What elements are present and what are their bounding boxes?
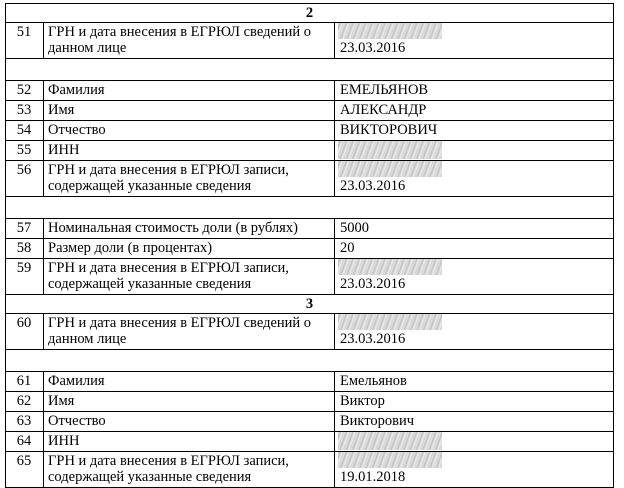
column-divider	[613, 140, 614, 160]
column-divider	[334, 218, 335, 238]
row-number: 53	[16, 102, 32, 118]
column-divider	[334, 22, 335, 58]
section-number: 2	[305, 5, 314, 21]
column-divider	[43, 218, 44, 238]
field-label: Фамилия	[48, 373, 105, 389]
column-divider	[334, 238, 335, 258]
field-value: 23.03.2016	[340, 178, 406, 194]
row-number: 65	[16, 453, 32, 469]
row-number: 54	[16, 122, 32, 138]
field-label: Отчество	[48, 122, 106, 138]
column-divider	[613, 100, 614, 120]
row-divider	[5, 160, 614, 161]
column-divider	[334, 451, 335, 487]
row-number: 51	[16, 24, 32, 40]
row-divider	[5, 80, 614, 81]
column-divider	[613, 371, 614, 391]
column-divider	[334, 431, 335, 451]
field-value: 23.03.2016	[340, 331, 406, 347]
column-divider	[613, 196, 614, 218]
column-divider	[613, 349, 614, 371]
column-divider	[334, 258, 335, 294]
column-divider	[613, 313, 614, 349]
row-divider	[5, 258, 614, 259]
row-divider	[5, 349, 614, 350]
column-divider	[613, 80, 614, 100]
column-divider	[613, 22, 614, 58]
row-divider	[5, 100, 614, 101]
field-label: Размер доли (в процентах)	[48, 240, 213, 256]
field-label: Имя	[48, 102, 75, 118]
row-number: 56	[16, 162, 32, 178]
row-divider	[5, 431, 614, 432]
column-divider	[5, 196, 6, 218]
column-divider	[334, 160, 335, 196]
field-label: Номинальная стоимость доли (в рублях)	[48, 220, 298, 236]
field-value: 19.01.2018	[340, 469, 406, 485]
row-number: 59	[16, 260, 32, 276]
column-divider	[613, 120, 614, 140]
field-label: ГРН и дата внесения в ЕГРЮЛ сведений о данном лице	[48, 315, 312, 347]
column-divider	[5, 58, 6, 80]
row-number: 58	[16, 240, 32, 256]
column-divider	[43, 120, 44, 140]
row-divider	[5, 238, 614, 239]
row-number: 61	[16, 373, 32, 389]
field-value: 5000	[340, 220, 369, 236]
field-value: АЛЕКСАНДР	[340, 102, 427, 118]
row-number: 62	[16, 393, 32, 409]
column-divider	[613, 391, 614, 411]
row-divider	[5, 411, 614, 412]
row-divider	[5, 120, 614, 121]
field-value: Викторович	[340, 413, 415, 429]
column-divider	[334, 391, 335, 411]
field-label: Фамилия	[48, 82, 105, 98]
column-divider	[334, 411, 335, 431]
row-number: 52	[16, 82, 32, 98]
row-number: 64	[16, 433, 32, 449]
redacted-value	[338, 432, 442, 450]
column-divider	[43, 100, 44, 120]
row-divider	[5, 371, 614, 372]
redacted-value	[338, 141, 442, 159]
field-label: ГРН и дата внесения в ЕГРЮЛ записи, содержащей указанные сведения	[48, 260, 289, 292]
row-number: 57	[16, 220, 32, 236]
field-label: ГРН и дата внесения в ЕГРЮЛ записи, содержащей указанные сведения	[48, 162, 289, 194]
field-value: ВИКТОРОВИЧ	[340, 122, 438, 138]
row-divider	[5, 451, 614, 452]
row-divider	[5, 313, 614, 314]
column-divider	[5, 349, 6, 371]
column-divider	[43, 411, 44, 431]
column-divider	[43, 451, 44, 487]
column-divider	[43, 258, 44, 294]
redacted-value	[338, 23, 442, 39]
column-divider	[43, 391, 44, 411]
column-divider	[334, 371, 335, 391]
row-divider	[5, 3, 614, 4]
column-divider	[334, 140, 335, 160]
column-divider	[613, 258, 614, 294]
row-divider	[5, 391, 614, 392]
row-divider	[5, 294, 614, 295]
section-number: 3	[305, 296, 314, 312]
redacted-value	[338, 452, 442, 468]
field-label: ИНН	[48, 433, 80, 449]
field-value: 20	[340, 240, 355, 256]
row-divider	[5, 22, 614, 23]
redacted-value	[338, 161, 442, 177]
row-divider	[5, 218, 614, 219]
column-divider	[334, 313, 335, 349]
column-divider	[613, 238, 614, 258]
field-label: ГРН и дата внесения в ЕГРЮЛ записи, содержащей указанные сведения	[48, 453, 289, 485]
field-value: Емельянов	[340, 373, 407, 389]
column-divider	[43, 431, 44, 451]
column-divider	[43, 371, 44, 391]
field-label: ГРН и дата внесения в ЕГРЮЛ сведений о данном лице	[48, 24, 312, 56]
column-divider	[43, 160, 44, 196]
column-divider	[43, 313, 44, 349]
column-divider	[334, 100, 335, 120]
column-divider	[613, 160, 614, 196]
column-divider	[43, 238, 44, 258]
field-label: Отчество	[48, 413, 106, 429]
column-divider	[613, 411, 614, 431]
row-divider	[5, 140, 614, 141]
column-divider	[43, 140, 44, 160]
row-number: 63	[16, 413, 32, 429]
row-number: 60	[16, 315, 32, 331]
field-label: ИНН	[48, 142, 80, 158]
field-label: Имя	[48, 393, 75, 409]
column-divider	[613, 58, 614, 80]
row-divider	[5, 196, 614, 197]
field-value: ЕМЕЛЬЯНОВ	[340, 82, 429, 98]
column-divider	[334, 120, 335, 140]
column-divider	[43, 22, 44, 58]
field-value: 23.03.2016	[340, 40, 406, 56]
field-value: 23.03.2016	[340, 276, 406, 292]
column-divider	[613, 451, 614, 487]
redacted-value	[338, 259, 442, 275]
column-divider	[43, 80, 44, 100]
column-divider	[334, 80, 335, 100]
column-divider	[613, 218, 614, 238]
redacted-value	[338, 314, 442, 330]
column-divider	[613, 431, 614, 451]
field-value: Виктор	[340, 393, 385, 409]
row-number: 55	[16, 142, 32, 158]
row-divider	[5, 58, 614, 59]
